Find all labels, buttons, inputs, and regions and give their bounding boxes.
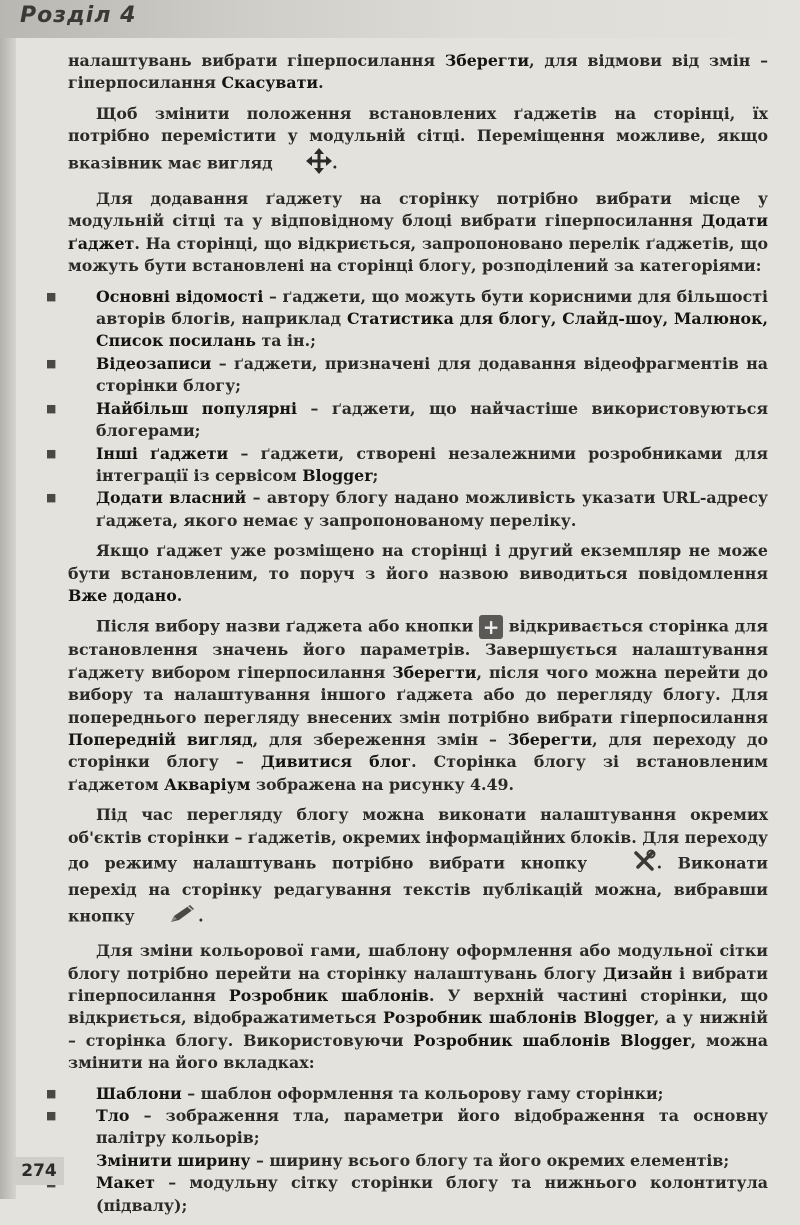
paragraph-4: Якщо ґаджет уже розміщено на сторінці і другий екземпляр не може бути встановленим, то поруч з його назвою виводиться повідомлення Вже додано.: [68, 541, 768, 605]
paragraph-2: Щоб змінити положення встановлених ґаджетів на сторінці, їх потрібно перемістити у модульній сітці. Переміщення можливе, якщо вказівник має вигляд .: [68, 103, 768, 180]
paragraph-7: Для зміни кольорової гами, шаблону оформлення або модульної сітки блогу потрібно перейти на сторінку налаштувань блогу Дизайн і вибрати гіперпосилання Розробник шаблонів. У верхній частині сторінки, що відкриється, відображатиметься Розробник шаблонів Blogger, а у нижній – сторінка блогу. Використовуючи Розробник шаблонів Blogger, можна змінити на його вкладках:: [68, 941, 769, 1073]
pencil-icon: [140, 902, 198, 932]
page-content: [68, 50, 768, 1225]
paragraph-3: Для додавання ґаджету на сторінку потрібно вибрати місце у модульній сітці та у відповідному блоці вибрати гіперпосилання Додати ґаджет. На сторінці, що відкриється, запропоновано перелік ґаджетів, що можуть бути встановлені на сторінці блогу, розподілений за категоріями:: [68, 189, 768, 276]
page-edge: [0, 38, 16, 1199]
add-plus-icon: +: [479, 615, 503, 639]
list-item: ■ Додати власний – автору блогу надано можливість указати URL-адресу ґаджета, якого немає у запропонованому переліку.: [68, 487, 768, 532]
list-item: ■ Змінити ширину – ширину всього блогу та його окремих елементів;: [68, 1150, 768, 1172]
paragraph-5: Після вибору назви ґаджета або кнопки + відкривається сторінка для встановлення значень його параметрів. Завершується налаштування ґаджету вибором гіперпосилання Зберегти, після чого можна перейти до вибору та налаштування іншого ґаджета або до перегляду блогу. Для попереднього перегляду внесених змін потрібно вибрати гіперпосилання Попередній вигляд, для збереження змін – Зберегти, для переходу до сторінки блогу – Дивитися блог. Сторінка блогу зі встановленим ґаджетом Акваріум зображена на рисунку 4.49.: [68, 615, 769, 794]
section-label: Розділ 4: [20, 3, 137, 28]
list-item: ■ Основні відомості – ґаджети, що можуть бути корисними для більшості авторів блогів, наприклад Статистика для блогу, Слайд-шоу, Малюнок, Список посилань та ін.;: [68, 286, 768, 353]
move-cursor-icon: [278, 148, 332, 180]
list-item: ■ Інші ґаджети – ґаджети, створені незалежними розробниками для інтеграції із сервісом Blogger;: [68, 443, 768, 488]
wrench-screwdriver-icon: [603, 849, 657, 879]
template-designer-tabs-list: [68, 1083, 768, 1217]
list-item: ■ Відеозаписи – ґаджети, призначені для додавання відеофрагментів на сторінки блогу;: [68, 353, 768, 398]
page-number: 274: [14, 1157, 64, 1185]
paragraph-6: Під час перегляду блогу можна виконати налаштування окремих об'єктів сторінки – ґаджетів, окремих інформаційних блоків. Для переходу до режиму налаштувань потрібно вибрати кнопку . Виконати перехід на сторінку редагування текстів публікацій можна, вибравши кнопку .: [68, 804, 768, 932]
list-item: ■ Макет – модульну сітку сторінки блогу та нижнього колонтитула (підвалу);: [68, 1172, 768, 1217]
list-item: ■ Тло – зображення тла, параметри його відображення та основну палітру кольорів;: [68, 1105, 768, 1150]
list-item: ■ Найбільш популярні – ґаджети, що найчастіше використовуються блогерами;: [68, 398, 768, 443]
paragraph-1: налаштувань вибрати гіперпосилання Зберегти, для відмови від змін – гіперпосилання Скасувати.: [68, 51, 769, 93]
gadget-categories-list: [68, 286, 768, 532]
list-item: ■ Шаблони – шаблон оформлення та кольорову гаму сторінки;: [68, 1083, 768, 1105]
